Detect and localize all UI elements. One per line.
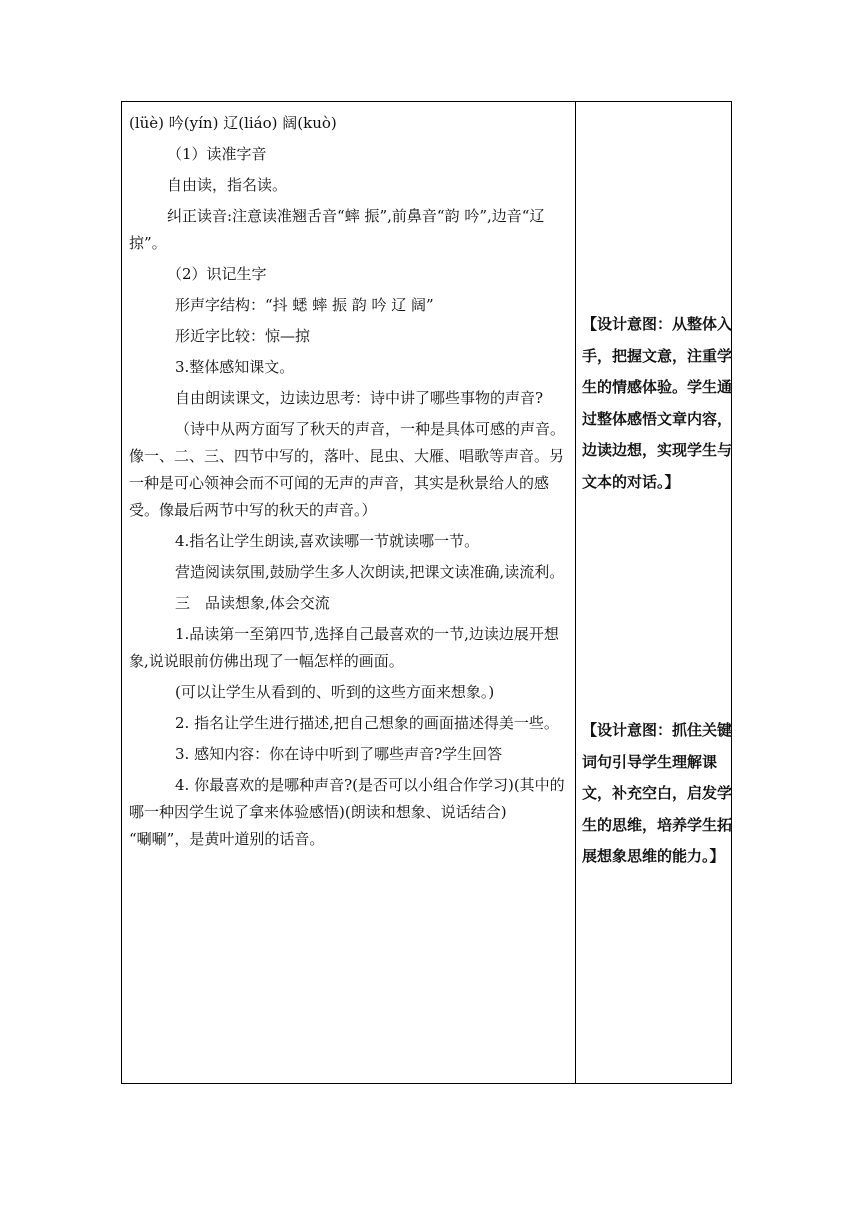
- lesson-table: [121, 101, 732, 1084]
- answer-explanation: （诗中从两方面写了秋天的声音，一种是具体可感的声音。像一、二、三、四节中写的，落叶、昆虫、大雁、唱歌等声音。另一种是可心领神会而不可闻的无声的声音，其实是秋景给人的感受。像最后两节中写的秋天的声音。）: [129, 420, 566, 519]
- design-intent-text-1: 【设计意图：从整体入手，把握文意，注重学生的情感体验。学生通过整体感悟文章内容，边读边想，实现学生与文本的对话。】: [582, 315, 733, 491]
- phonetic-structure: 形声字结构：“抖 蟋 蟀 振 韵 吟 辽 阔”: [175, 296, 434, 314]
- design-intent-note-2: [582, 715, 732, 873]
- main-column: [129, 110, 569, 853]
- step-two: 2. 指名让学生进行描述,把自己想象的画面描述得美一些。: [175, 714, 559, 732]
- section-three-heading: 三 品读想象,体会交流: [175, 594, 330, 612]
- rustle-sound-line: “唰唰”，是黄叶道别的话音。: [129, 830, 325, 848]
- column-divider: [575, 102, 576, 1083]
- reading-question: 自由朗读课文，边读边思考：诗中讲了哪些事物的声音?: [175, 389, 544, 407]
- pinyin-line: (lüè) 吟(yín) 辽(liáo) 阔(kuò): [129, 114, 337, 132]
- correct-pronunciation: 纠正读音:注意读准翘舌音“蟀 振”,前鼻音“韵 吟”,边音“辽 掠”。: [129, 207, 545, 252]
- step-three: 3. 感知内容：你在诗中听到了哪些声音?学生回答: [175, 745, 503, 763]
- step-four: 4. 你最喜欢的是哪种声音?(是否可以小组合作学习)(其中的哪一种因学生说了拿来体验感悟)(朗读和想象、说话结合): [129, 776, 565, 821]
- imagine-hint: (可以让学生从看到的、听到的这些方面来想象。): [175, 683, 495, 701]
- name-students-read: 4.指名让学生朗读,喜欢读哪一节就读哪一节。: [175, 532, 480, 550]
- similar-characters: 形近字比较：惊—掠: [175, 327, 311, 345]
- design-intent-note-1: [582, 309, 732, 498]
- reading-atmosphere: 营造阅读氛围,鼓励学生多人次朗读,把课文读准确,读流利。: [175, 563, 565, 581]
- overall-perception: 3.整体感知课文。: [175, 358, 295, 376]
- free-reading: 自由读，指名读。: [167, 176, 288, 194]
- step-memorize-characters: （2）识记生字: [167, 265, 267, 283]
- step-one: 1.品读第一至第四节,选择自己最喜欢的一节,边读边展开想象,说说眼前仿佛出现了一幅怎样的画面。: [129, 625, 559, 670]
- design-intent-text-2: 【设计意图：抓住关键词句引导学生理解课文，补充空白，启发学生的思维，培养学生拓展想象思维的能力。】: [582, 721, 733, 865]
- step-read-pronunciation: （1）读准字音: [167, 145, 267, 163]
